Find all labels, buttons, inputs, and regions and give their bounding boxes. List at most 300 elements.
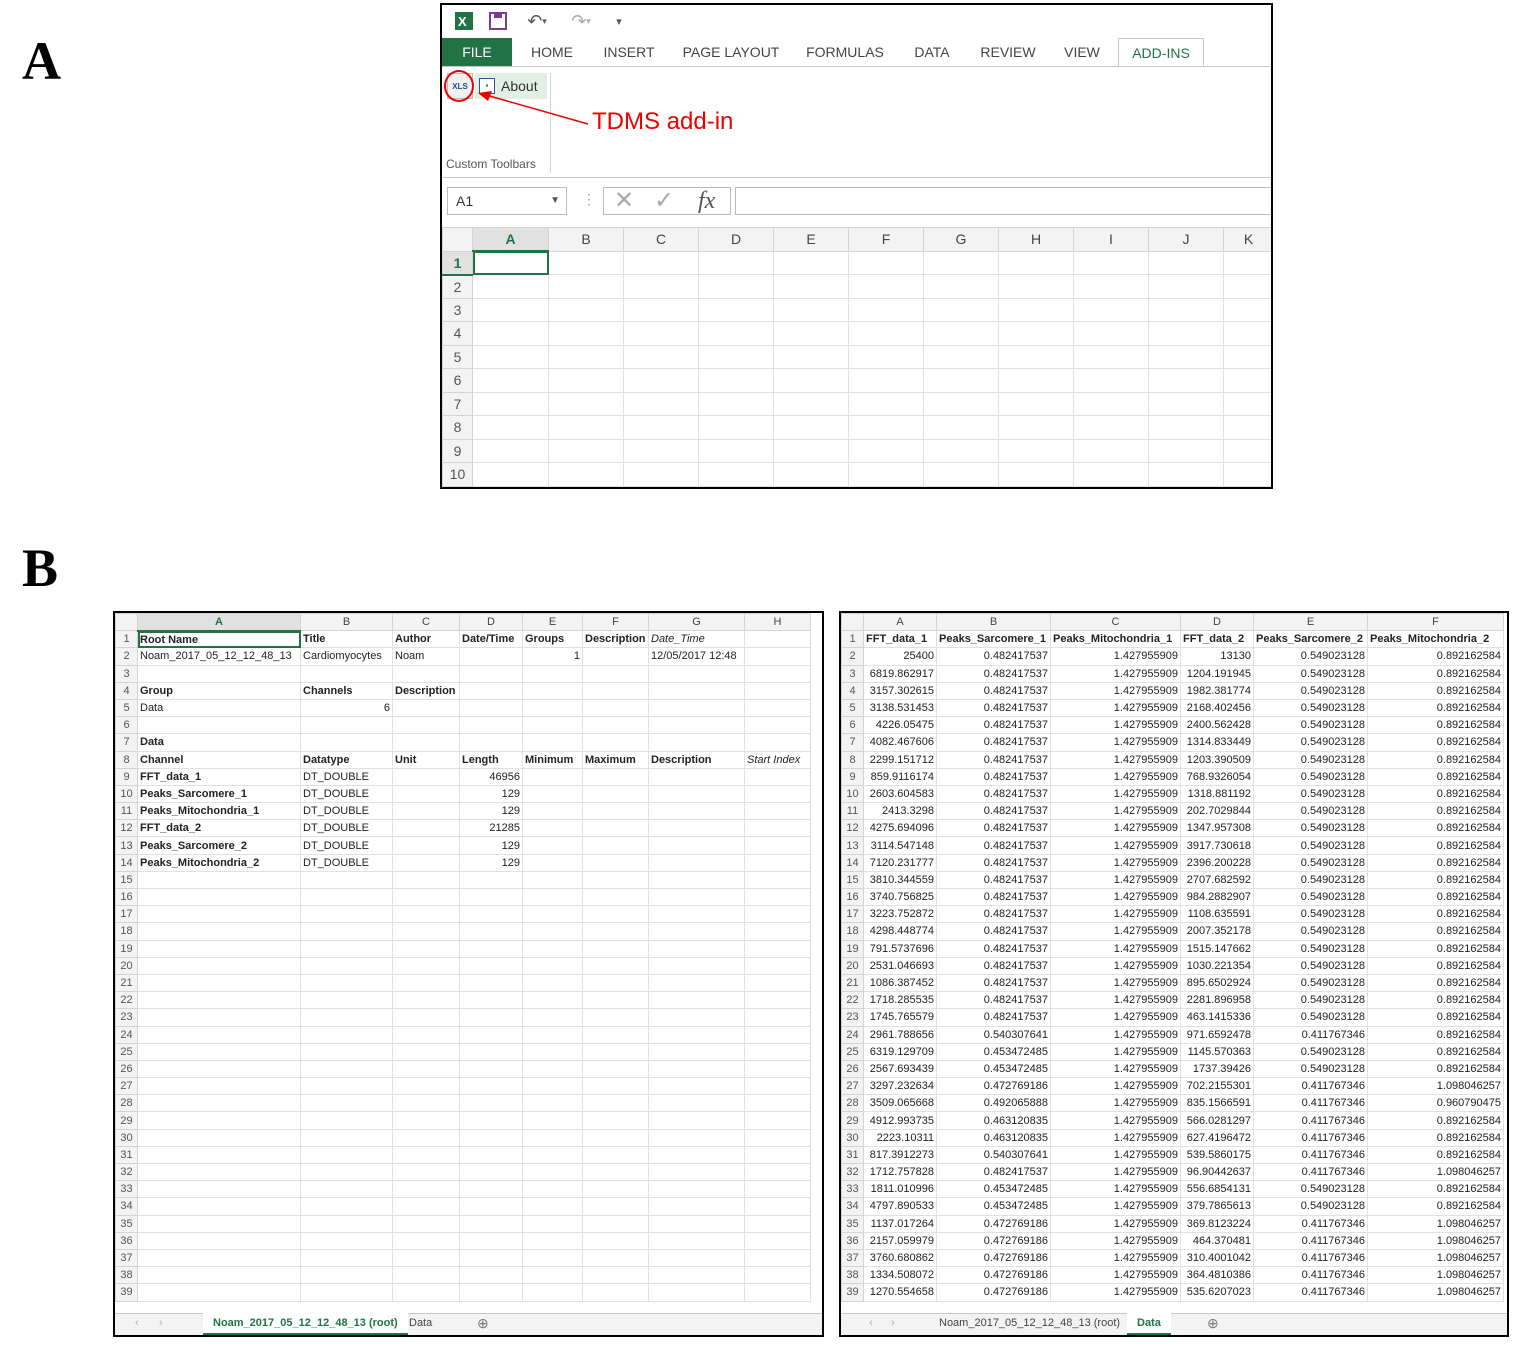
grid-cell[interactable]	[745, 1215, 811, 1232]
row-header[interactable]: 19	[116, 940, 138, 957]
column-header[interactable]: E	[774, 228, 849, 252]
grid-cell[interactable]	[745, 1112, 811, 1129]
grid-cell[interactable]	[523, 1009, 583, 1026]
grid-cell[interactable]: 310.4001042	[1181, 1249, 1254, 1266]
grid-cell[interactable]	[649, 717, 745, 734]
grid-cell[interactable]	[745, 1078, 811, 1095]
grid-cell[interactable]	[460, 1026, 523, 1043]
grid-cell[interactable]	[393, 768, 460, 785]
grid-cell[interactable]: 2281.896958	[1181, 992, 1254, 1009]
grid-cell[interactable]: 0.549023128	[1254, 699, 1368, 716]
column-header[interactable]: C	[624, 228, 699, 252]
grid-cell[interactable]: 0.892162584	[1368, 717, 1504, 734]
grid-cell[interactable]	[649, 889, 745, 906]
grid-cell[interactable]: 1515.147662	[1181, 940, 1254, 957]
grid-cell[interactable]: 0.549023128	[1254, 889, 1368, 906]
row-header[interactable]: 5	[443, 345, 473, 369]
grid-cell[interactable]: Groups	[523, 631, 583, 648]
grid-cell[interactable]: 556.6854131	[1181, 1181, 1254, 1198]
grid-cell[interactable]	[460, 734, 523, 751]
grid-cell[interactable]	[549, 251, 624, 275]
grid-cell[interactable]	[745, 1095, 811, 1112]
row-header[interactable]: 6	[443, 369, 473, 393]
row-header[interactable]: 25	[116, 1043, 138, 1060]
grid-cell[interactable]: 7120.231777	[864, 854, 937, 871]
grid-cell[interactable]	[393, 871, 460, 888]
grid-cell[interactable]	[138, 1181, 301, 1198]
grid-cell[interactable]: 129	[460, 803, 523, 820]
grid-cell[interactable]	[699, 369, 774, 393]
row-header[interactable]: 17	[842, 906, 864, 923]
row-header[interactable]: 4	[443, 322, 473, 346]
row-header[interactable]: 12	[116, 820, 138, 837]
row-header[interactable]: 7	[443, 392, 473, 416]
grid-cell[interactable]	[1149, 322, 1224, 346]
grid-cell[interactable]: Description	[649, 751, 745, 768]
grid-cell[interactable]	[774, 345, 849, 369]
grid-cell[interactable]: 0.892162584	[1368, 648, 1504, 665]
grid-cell[interactable]	[583, 1232, 649, 1249]
grid-cell[interactable]	[924, 439, 999, 463]
grid-cell[interactable]: 0.549023128	[1254, 923, 1368, 940]
grid-cell[interactable]: 0.482417537	[937, 906, 1051, 923]
grid-cell[interactable]	[301, 1146, 393, 1163]
grid-cell[interactable]: 0.540307641	[937, 1146, 1051, 1163]
add-sheet-icon[interactable]: ⊕	[477, 1315, 489, 1331]
grid-cell[interactable]	[473, 416, 549, 440]
grid-cell[interactable]	[393, 1078, 460, 1095]
grid-cell[interactable]: 0.549023128	[1254, 803, 1368, 820]
grid-cell[interactable]	[138, 957, 301, 974]
grid-cell[interactable]	[649, 940, 745, 957]
grid-cell[interactable]: 0.411767346	[1254, 1249, 1368, 1266]
column-header[interactable]: C	[1051, 614, 1181, 631]
grid-cell[interactable]	[460, 1095, 523, 1112]
grid-cell[interactable]: 2707.682592	[1181, 871, 1254, 888]
grid-cell[interactable]: Length	[460, 751, 523, 768]
grid-cell[interactable]	[1074, 416, 1149, 440]
grid-cell[interactable]: FFT_data_2	[1181, 631, 1254, 648]
grid-cell[interactable]: 566.0281297	[1181, 1112, 1254, 1129]
grid-cell[interactable]	[1224, 416, 1274, 440]
grid-cell[interactable]	[774, 275, 849, 299]
grid-cell[interactable]: 1712.757828	[864, 1164, 937, 1181]
grid-cell[interactable]: 0.482417537	[937, 1164, 1051, 1181]
grid-cell[interactable]	[523, 906, 583, 923]
grid-cell[interactable]: Data	[138, 699, 301, 716]
grid-cell[interactable]: 1.427955909	[1051, 1112, 1181, 1129]
select-all-corner[interactable]	[842, 614, 864, 631]
grid-cell[interactable]	[460, 1060, 523, 1077]
grid-cell[interactable]	[999, 463, 1074, 487]
grid-cell[interactable]: 2007.352178	[1181, 923, 1254, 940]
grid-cell[interactable]	[393, 785, 460, 802]
grid-cell[interactable]	[138, 889, 301, 906]
grid-cell[interactable]: 0.892162584	[1368, 803, 1504, 820]
worksheet-grid[interactable]	[442, 227, 1273, 487]
select-all-corner[interactable]	[443, 228, 473, 252]
grid-cell[interactable]	[745, 1267, 811, 1284]
grid-cell[interactable]	[999, 275, 1074, 299]
grid-cell[interactable]: 3297.232634	[864, 1078, 937, 1095]
grid-cell[interactable]: 0.472769186	[937, 1267, 1051, 1284]
grid-cell[interactable]	[583, 717, 649, 734]
tdms-addin-icon[interactable]: XLS	[447, 73, 473, 99]
grid-cell[interactable]	[301, 974, 393, 991]
grid-cell[interactable]	[301, 665, 393, 682]
column-header[interactable]: F	[583, 614, 649, 631]
grid-cell[interactable]	[745, 717, 811, 734]
row-header[interactable]: 23	[116, 1009, 138, 1026]
grid-cell[interactable]	[583, 1198, 649, 1215]
grid-cell[interactable]: 0.411767346	[1254, 1284, 1368, 1301]
grid-cell[interactable]	[301, 1060, 393, 1077]
grid-cell[interactable]: 0.549023128	[1254, 785, 1368, 802]
grid-cell[interactable]	[549, 275, 624, 299]
grid-cell[interactable]	[393, 1232, 460, 1249]
column-header[interactable]: A	[138, 614, 301, 631]
grid-cell[interactable]	[393, 1215, 460, 1232]
grid-cell[interactable]: 0.892162584	[1368, 682, 1504, 699]
grid-cell[interactable]	[523, 665, 583, 682]
grid-cell[interactable]	[460, 682, 523, 699]
row-header[interactable]: 22	[116, 992, 138, 1009]
grid-cell[interactable]: 1.427955909	[1051, 1146, 1181, 1163]
grid-cell[interactable]	[549, 298, 624, 322]
grid-cell[interactable]: Noam_2017_05_12_12_48_13	[138, 648, 301, 665]
grid-cell[interactable]	[745, 648, 811, 665]
grid-cell[interactable]: Datatype	[301, 751, 393, 768]
row-header[interactable]: 16	[842, 889, 864, 906]
grid-cell[interactable]	[999, 251, 1074, 275]
grid-cell[interactable]	[460, 1129, 523, 1146]
row-header[interactable]: 12	[842, 820, 864, 837]
grid-cell[interactable]	[460, 974, 523, 991]
grid-cell[interactable]	[460, 871, 523, 888]
grid-cell[interactable]	[301, 1095, 393, 1112]
grid-cell[interactable]: 0.549023128	[1254, 992, 1368, 1009]
grid-cell[interactable]	[583, 1112, 649, 1129]
column-header[interactable]: H	[745, 614, 811, 631]
grid-cell[interactable]: FFT_data_2	[138, 820, 301, 837]
grid-cell[interactable]	[583, 837, 649, 854]
grid-cell[interactable]	[393, 1146, 460, 1163]
column-header[interactable]: F	[849, 228, 924, 252]
grid-cell[interactable]	[1074, 322, 1149, 346]
grid-cell[interactable]	[774, 369, 849, 393]
grid-cell[interactable]: 859.9116174	[864, 768, 937, 785]
grid-cell[interactable]	[1149, 439, 1224, 463]
grid-cell[interactable]: 129	[460, 837, 523, 854]
grid-cell[interactable]: 379.7865613	[1181, 1198, 1254, 1215]
grid-cell[interactable]: 1.427955909	[1051, 768, 1181, 785]
grid-cell[interactable]	[745, 1026, 811, 1043]
grid-cell[interactable]	[583, 906, 649, 923]
grid-cell[interactable]	[583, 1078, 649, 1095]
grid-cell[interactable]	[624, 463, 699, 487]
column-header[interactable]: J	[1149, 228, 1224, 252]
grid-cell[interactable]	[624, 345, 699, 369]
column-header[interactable]: B	[549, 228, 624, 252]
grid-cell[interactable]	[523, 1267, 583, 1284]
grid-cell[interactable]	[624, 322, 699, 346]
grid-cell[interactable]	[549, 416, 624, 440]
row-header[interactable]: 2	[842, 648, 864, 665]
grid-cell[interactable]	[460, 957, 523, 974]
grid-cell[interactable]	[460, 940, 523, 957]
grid-cell[interactable]	[1224, 345, 1274, 369]
grid-cell[interactable]	[393, 1026, 460, 1043]
grid-cell[interactable]	[460, 906, 523, 923]
grid-cell[interactable]	[301, 717, 393, 734]
grid-cell[interactable]: 0.892162584	[1368, 751, 1504, 768]
grid-cell[interactable]	[301, 1009, 393, 1026]
grid-cell[interactable]	[649, 1232, 745, 1249]
row-header[interactable]: 27	[116, 1078, 138, 1095]
grid-cell[interactable]: 0.411767346	[1254, 1129, 1368, 1146]
grid-cell[interactable]	[1224, 251, 1274, 275]
grid-cell[interactable]	[649, 803, 745, 820]
grid-cell[interactable]: 1.098046257	[1368, 1078, 1504, 1095]
grid-cell[interactable]: 1.427955909	[1051, 1129, 1181, 1146]
grid-cell[interactable]	[523, 785, 583, 802]
grid-cell[interactable]	[301, 1249, 393, 1266]
grid-cell[interactable]: 0.549023128	[1254, 648, 1368, 665]
row-header[interactable]: 20	[116, 957, 138, 974]
row-header[interactable]: 10	[116, 785, 138, 802]
grid-cell[interactable]	[523, 1129, 583, 1146]
grid-cell[interactable]: 1.427955909	[1051, 854, 1181, 871]
grid-cell[interactable]: 0.411767346	[1254, 1078, 1368, 1095]
grid-cell[interactable]: Root Name	[138, 631, 301, 648]
grid-cell[interactable]	[1074, 298, 1149, 322]
grid-cell[interactable]	[393, 1095, 460, 1112]
grid-cell[interactable]: 0.892162584	[1368, 940, 1504, 957]
grid-cell[interactable]	[924, 392, 999, 416]
grid-cell[interactable]	[523, 1146, 583, 1163]
grid-cell[interactable]	[1224, 275, 1274, 299]
grid-cell[interactable]	[460, 1043, 523, 1060]
grid-cell[interactable]: 1203.390509	[1181, 751, 1254, 768]
formula-input[interactable]	[735, 187, 1273, 215]
grid-cell[interactable]: 0.549023128	[1254, 974, 1368, 991]
grid-cell[interactable]	[583, 940, 649, 957]
grid-cell[interactable]	[999, 439, 1074, 463]
grid-cell[interactable]	[624, 298, 699, 322]
row-header[interactable]: 14	[116, 854, 138, 871]
grid-cell[interactable]: 0.892162584	[1368, 923, 1504, 940]
grid-cell[interactable]: 984.2882907	[1181, 889, 1254, 906]
row-header[interactable]: 33	[116, 1181, 138, 1198]
grid-cell[interactable]	[849, 275, 924, 299]
grid-cell[interactable]	[745, 785, 811, 802]
grid-cell[interactable]: 0.482417537	[937, 717, 1051, 734]
grid-cell[interactable]: 369.8123224	[1181, 1215, 1254, 1232]
grid-cell[interactable]: 25400	[864, 648, 937, 665]
grid-cell[interactable]: 1.427955909	[1051, 1181, 1181, 1198]
grid-cell[interactable]	[1074, 369, 1149, 393]
grid-cell[interactable]	[523, 889, 583, 906]
grid-cell[interactable]	[393, 974, 460, 991]
row-header[interactable]: 34	[842, 1198, 864, 1215]
grid-cell[interactable]	[649, 957, 745, 974]
grid-cell[interactable]: 1030.221354	[1181, 957, 1254, 974]
grid-cell[interactable]	[523, 803, 583, 820]
tab-view[interactable]: VIEW	[1064, 44, 1100, 60]
grid-cell[interactable]: 1745.765579	[864, 1009, 937, 1026]
grid-cell[interactable]: 1.427955909	[1051, 992, 1181, 1009]
grid-cell[interactable]: 0.482417537	[937, 682, 1051, 699]
grid-cell[interactable]	[649, 820, 745, 837]
grid-cell[interactable]: 0.411767346	[1254, 1095, 1368, 1112]
row-header[interactable]: 18	[842, 923, 864, 940]
grid-cell[interactable]: 0.549023128	[1254, 820, 1368, 837]
grid-cell[interactable]	[774, 251, 849, 275]
grid-cell[interactable]: 0.463120835	[937, 1112, 1051, 1129]
grid-cell[interactable]	[460, 992, 523, 1009]
row-header[interactable]: 17	[116, 906, 138, 923]
grid-cell[interactable]	[583, 803, 649, 820]
row-header[interactable]: 28	[842, 1095, 864, 1112]
grid-cell[interactable]: 0.892162584	[1368, 1060, 1504, 1077]
add-sheet-icon[interactable]: ⊕	[1207, 1315, 1219, 1331]
grid-cell[interactable]: 0.549023128	[1254, 1181, 1368, 1198]
column-header[interactable]: I	[1074, 228, 1149, 252]
row-header[interactable]: 6	[116, 717, 138, 734]
grid-cell[interactable]	[849, 345, 924, 369]
grid-cell[interactable]	[473, 463, 549, 487]
grid-cell[interactable]: Description	[583, 631, 649, 648]
grid-cell[interactable]: 364.4810386	[1181, 1267, 1254, 1284]
grid-cell[interactable]	[924, 416, 999, 440]
grid-cell[interactable]	[473, 275, 549, 299]
grid-cell[interactable]	[1224, 322, 1274, 346]
row-header[interactable]: 3	[842, 665, 864, 682]
grid-cell[interactable]: 0.549023128	[1254, 665, 1368, 682]
row-header[interactable]: 1	[842, 631, 864, 648]
grid-cell[interactable]: 2413.3298	[864, 803, 937, 820]
grid-cell[interactable]	[745, 923, 811, 940]
grid-cell[interactable]	[583, 992, 649, 1009]
grid-cell[interactable]	[523, 854, 583, 871]
grid-cell[interactable]: 0.549023128	[1254, 768, 1368, 785]
grid-cell[interactable]	[649, 1146, 745, 1163]
grid-cell[interactable]	[999, 298, 1074, 322]
grid-cell[interactable]: 129	[460, 785, 523, 802]
grid-cell[interactable]	[138, 1026, 301, 1043]
grid-cell[interactable]	[523, 682, 583, 699]
grid-cell[interactable]	[301, 1112, 393, 1129]
grid-cell[interactable]	[523, 1060, 583, 1077]
grid-cell[interactable]	[745, 699, 811, 716]
row-header[interactable]: 32	[842, 1164, 864, 1181]
grid-cell[interactable]	[523, 1112, 583, 1129]
grid-cell[interactable]: 1314.833449	[1181, 734, 1254, 751]
grid-cell[interactable]	[138, 906, 301, 923]
grid-cell[interactable]: 2157.059979	[864, 1232, 937, 1249]
grid-cell[interactable]: 4298.448774	[864, 923, 937, 940]
grid-cell[interactable]: 0.549023128	[1254, 682, 1368, 699]
grid-cell[interactable]: 0.892162584	[1368, 854, 1504, 871]
grid-cell[interactable]	[745, 1146, 811, 1163]
grid-cell[interactable]: 1.427955909	[1051, 871, 1181, 888]
grid-cell[interactable]: 0.549023128	[1254, 837, 1368, 854]
grid-cell[interactable]: 1.427955909	[1051, 699, 1181, 716]
grid-cell[interactable]: 1.427955909	[1051, 906, 1181, 923]
column-header[interactable]: G	[924, 228, 999, 252]
grid-cell[interactable]: 539.5860175	[1181, 1146, 1254, 1163]
grid-cell[interactable]	[301, 734, 393, 751]
tab-data[interactable]: DATA	[914, 44, 950, 60]
grid-cell[interactable]	[583, 923, 649, 940]
grid-cell[interactable]: DT_DOUBLE	[301, 820, 393, 837]
row-header[interactable]: 8	[842, 751, 864, 768]
grid-cell[interactable]	[138, 1267, 301, 1284]
grid-cell[interactable]	[393, 1112, 460, 1129]
grid-cell[interactable]: 1.427955909	[1051, 717, 1181, 734]
grid-cell[interactable]: 1.427955909	[1051, 1078, 1181, 1095]
grid-cell[interactable]	[849, 251, 924, 275]
grid-cell[interactable]: 1.427955909	[1051, 974, 1181, 991]
grid-cell[interactable]: 129	[460, 854, 523, 871]
grid-cell[interactable]	[393, 992, 460, 1009]
undo-icon[interactable]: ↶ ▾	[527, 10, 547, 31]
grid-cell[interactable]	[460, 1112, 523, 1129]
grid-cell[interactable]: 627.4196472	[1181, 1129, 1254, 1146]
row-header[interactable]: 21	[116, 974, 138, 991]
grid-cell[interactable]: Peaks_Mitochondria_1	[1051, 631, 1181, 648]
grid-cell[interactable]	[624, 369, 699, 393]
grid-cell[interactable]	[583, 682, 649, 699]
chevron-down-icon[interactable]: ▼	[550, 195, 560, 206]
grid-cell[interactable]: 1.427955909	[1051, 820, 1181, 837]
grid-cell[interactable]	[138, 940, 301, 957]
grid-cell[interactable]	[583, 1009, 649, 1026]
grid-cell[interactable]	[624, 275, 699, 299]
grid-cell[interactable]	[549, 322, 624, 346]
grid-cell[interactable]: 463.1415336	[1181, 1009, 1254, 1026]
grid-cell[interactable]: 4082.467606	[864, 734, 937, 751]
grid-cell[interactable]	[138, 1284, 301, 1301]
row-header[interactable]: 37	[842, 1249, 864, 1266]
grid-cell[interactable]	[745, 1164, 811, 1181]
row-header[interactable]: 23	[842, 1009, 864, 1026]
row-header[interactable]: 26	[842, 1060, 864, 1077]
grid-cell[interactable]	[583, 974, 649, 991]
grid-cell[interactable]: 12/05/2017 12:48	[649, 648, 745, 665]
row-header[interactable]: 25	[842, 1043, 864, 1060]
grid-cell[interactable]: Peaks_Sarcomere_1	[138, 785, 301, 802]
grid-cell[interactable]	[583, 871, 649, 888]
grid-cell[interactable]	[699, 251, 774, 275]
scroll-right-icon[interactable]: ›	[159, 1317, 163, 1329]
grid-cell[interactable]	[699, 392, 774, 416]
grid-cell[interactable]	[649, 1043, 745, 1060]
column-header[interactable]: C	[393, 614, 460, 631]
grid-cell[interactable]: 3917.730618	[1181, 837, 1254, 854]
grid-cell[interactable]	[745, 1129, 811, 1146]
grid-cell[interactable]	[473, 345, 549, 369]
grid-cell[interactable]: 0.892162584	[1368, 1112, 1504, 1129]
name-box[interactable]	[447, 187, 567, 215]
grid-cell[interactable]	[138, 1112, 301, 1129]
grid-cell[interactable]	[583, 699, 649, 716]
grid-cell[interactable]: 6319.129709	[864, 1043, 937, 1060]
grid-cell[interactable]: 0.482417537	[937, 803, 1051, 820]
row-header[interactable]: 29	[116, 1112, 138, 1129]
column-header[interactable]: E	[523, 614, 583, 631]
grid-cell[interactable]	[649, 837, 745, 854]
